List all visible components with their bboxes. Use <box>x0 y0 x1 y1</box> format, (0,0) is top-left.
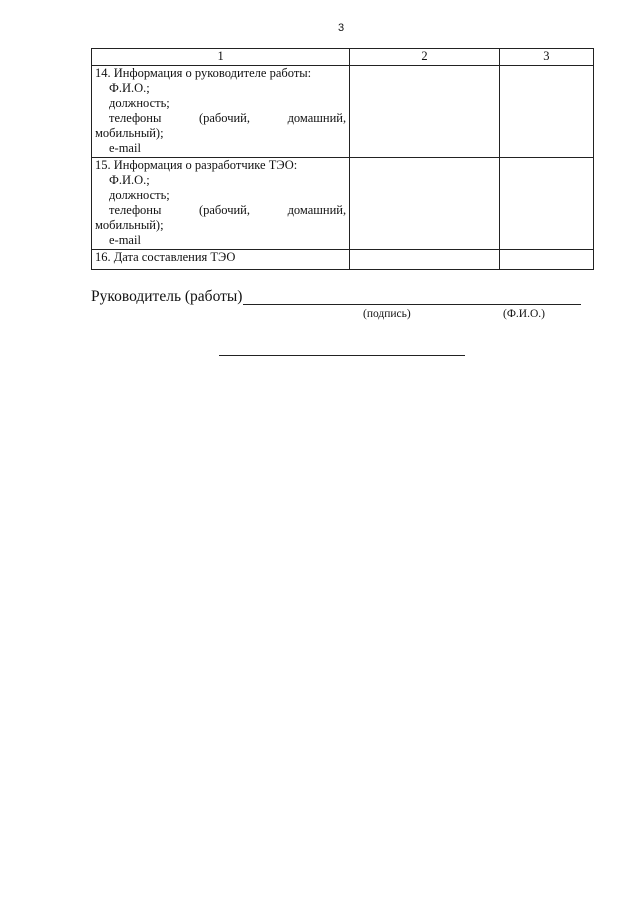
row-14-description <box>92 66 350 158</box>
row-14-col-2[interactable] <box>350 66 500 158</box>
column-header-1: 1 <box>92 49 350 66</box>
row-16-title: 16. Дата составления ТЭО <box>95 250 236 264</box>
row-15-phones-cont: мобильный); <box>95 218 164 232</box>
row-14-fio: Ф.И.О.; <box>109 81 150 95</box>
row-16-col-2[interactable] <box>350 250 500 270</box>
row-15-phones-a: телефоны <box>109 203 162 217</box>
row-15-phones <box>95 203 346 218</box>
row-14-email: e-mail <box>109 141 141 155</box>
page-number: 3 <box>337 22 345 34</box>
row-16-col-3[interactable] <box>499 250 593 270</box>
row-15-phones-c: домашний, <box>287 203 347 217</box>
row-14-phones-b: (рабочий, <box>198 111 250 125</box>
signature-label: Руководитель (работы) <box>91 288 243 305</box>
row-15-phones-b: (рабочий, <box>198 203 250 217</box>
signature-line[interactable] <box>243 304 581 305</box>
row-14-phones-a: телефоны <box>109 111 162 125</box>
table-row-16 <box>92 250 594 270</box>
row-15-position: должность; <box>109 188 170 202</box>
info-table <box>91 48 594 270</box>
document-end-line <box>219 355 465 356</box>
signature-hint: (подпись) <box>363 308 411 320</box>
name-hint: (Ф.И.О.) <box>503 308 545 320</box>
table-header-row <box>92 49 594 66</box>
signature-block <box>91 288 591 320</box>
row-15-col-3[interactable] <box>499 158 593 250</box>
row-14-phones-cont: мобильный); <box>95 126 164 140</box>
row-14-phones-c: домашний, <box>287 111 347 125</box>
column-header-3: 3 <box>499 49 593 66</box>
row-14-col-3[interactable] <box>499 66 593 158</box>
row-15-title: 15. Информация о разработчике ТЭО: <box>95 158 298 172</box>
column-header-2: 2 <box>350 49 500 66</box>
row-14-phones <box>95 111 346 126</box>
table-row-15 <box>92 158 594 250</box>
row-15-fio: Ф.И.О.; <box>109 173 150 187</box>
row-15-email: e-mail <box>109 233 141 247</box>
row-15-col-2[interactable] <box>350 158 500 250</box>
row-15-description <box>92 158 350 250</box>
row-16-description <box>92 250 350 270</box>
row-14-position: должность; <box>109 96 170 110</box>
row-14-title: 14. Информация о руководителе работы: <box>95 66 312 80</box>
table-row-14 <box>92 66 594 158</box>
